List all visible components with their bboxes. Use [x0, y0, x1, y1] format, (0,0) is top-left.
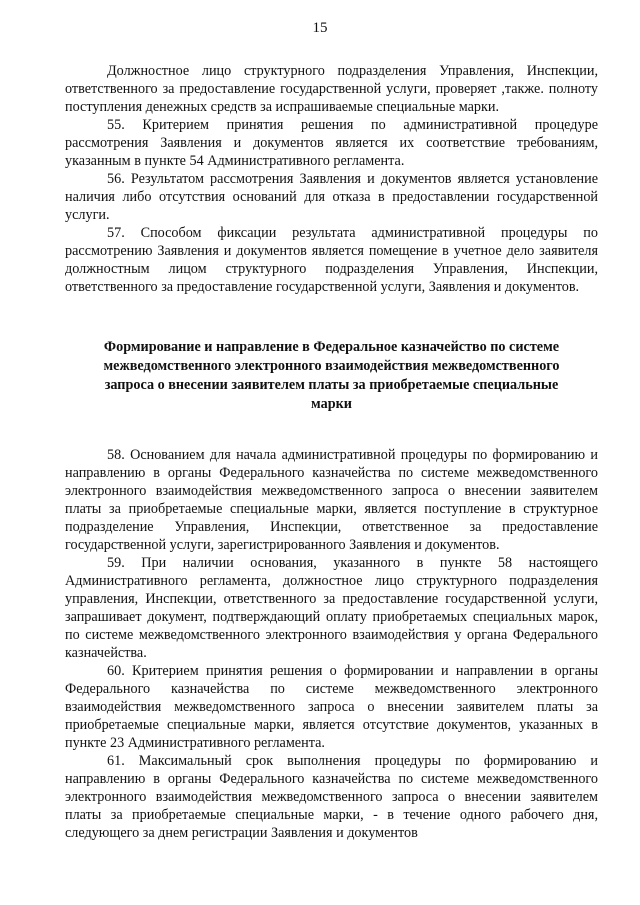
page-number: 15 — [312, 20, 328, 36]
paragraph-57: 57. Способом фиксации результата административной процедуры по рассмотрению Заявления и документов является помещение в учетное дело заявителя должностным лицом структурного подразделения Управления, Инспекции, ответственного за предоставление государственной услуги, Заявления и документов. — [65, 225, 598, 295]
paragraph-61: 61. Максимальный срок выполнения процедуры по формированию и направлению в органы Федерального казначейства по системе межведомственного электронного взаимодействия межведомственного запроса о внесении заявителем платы за приобретаемые специальные марки, - в течение одного рабочего дня, следующего за днем регистрации Заявления и документов — [65, 753, 598, 841]
paragraph-official-checks-payment: Должностное лицо структурного подразделения Управления, Инспекции, ответственного за предоставление государственной услуги, проверяет ,также. полноту поступления денежных средств за испрашиваемые специальные марки. — [65, 63, 598, 115]
page-content — [65, 62, 598, 842]
paragraph-58: 58. Основанием для начала административной процедуры по формированию и направлению в органы Федерального казначейства по системе межведомственного электронного взаимодействия межведомственного запроса о внесении заявителем платы за приобретаемые специальные марки, является поступление в структурное подразделение Управления, Инспекции, ответственное за предоставление государственной услуги, зарегистрированного Заявления и документов. — [65, 447, 598, 553]
paragraph-59: 59. При наличии основания, указанного в пункте 58 настоящего Административного регламента, должностное лицо структурного подразделения управления, Инспекции, ответственного за предоставление государственной услуги, запрашивает документ, подтверждающий оплату приобретаемых специальных марок, по системе межведомственного электронного взаимодействия у органа Федерального казначейства. — [65, 555, 598, 661]
paragraph-60: 60. Критерием принятия решения о формировании и направлении в органы Федерального казначейства по системе межведомственного электронного взаимодействия межведомственного запроса о внесении заявителем платы за приобретаемые специальные марки, является отсутствие документов, указанных в пункте 23 Административного регламента. — [65, 663, 598, 751]
section-heading: Формирование и направление в Федеральное казначейство по системе межведомственного электронного взаимодействия межведомственного запроса о внесении заявителем платы за приобретаемые специальные марки — [103, 339, 560, 412]
paragraph-56: 56. Результатом рассмотрения Заявления и документов является установление наличия либо отсутствия оснований для отказа в предоставлении государственной услуги. — [65, 171, 598, 223]
paragraph-55: 55. Критерием принятия решения по административной процедуре рассмотрения Заявления и документов является их соответствие требованиям, указанным в пункте 54 Административного регламента. — [65, 117, 598, 169]
